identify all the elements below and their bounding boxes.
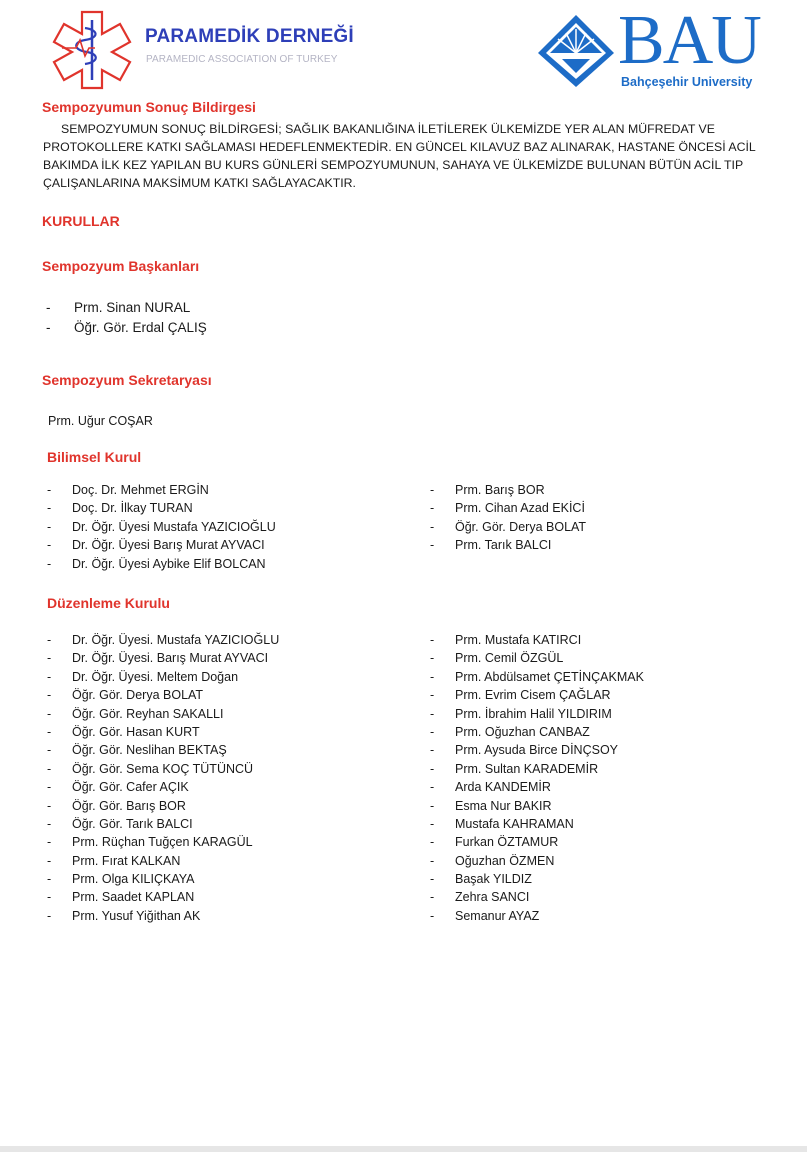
organizing-title: Düzenleme Kurulu [47, 595, 170, 611]
result-title: Sempozyumun Sonuç Bildirgesi [42, 99, 256, 115]
result-paragraph: SEMPOZYUMUN SONUÇ BİLDİRGESİ; SAĞLIK BAKANLIĞINA İLETİLEREK ÜLKEMİZDE YER ALAN MÜFREDAT VE PROTOKOLLERE KATKI SAĞLAMASI HEDEFLENMEKTEDİR. EN GÜNCEL KILAVUZ BAZ ALINARAK, HASTANE ÖNCESİ ACİL BAKIMDA İLK KEZ YAPILAN BU KURS GÜNLERİ SEMPOZYUMUNUN, SAHAYA VE ÜLKEMİZDE BULUNAN BÜTÜN ACİL TIP ÇALIŞANLARINA MAKSİMUM KATKI SAĞLAYACAKTIR. [43, 122, 756, 190]
result-body [43, 120, 763, 192]
page-bottom-edge [0, 1146, 807, 1152]
university-mark: BAU [618, 2, 760, 79]
scientific-title: Bilimsel Kurul [47, 449, 142, 465]
bau-emblem-icon [536, 13, 616, 89]
secretariat-member: Prm. Uğur COŞAR [48, 414, 153, 428]
paramedic-association-logo [52, 8, 132, 90]
secretariat-title: Sempozyum Sekretaryası [42, 372, 212, 388]
letterhead [0, 0, 807, 95]
committees-heading: KURULLAR [42, 213, 120, 229]
chairs-title: Sempozyum Başkanları [42, 258, 200, 274]
org-subtitle: PARAMEDIC ASSOCIATION OF TURKEY [146, 54, 338, 65]
university-name: Bahçeşehir University [621, 75, 753, 89]
org-name: PARAMEDİK DERNEĞİ [145, 26, 354, 47]
